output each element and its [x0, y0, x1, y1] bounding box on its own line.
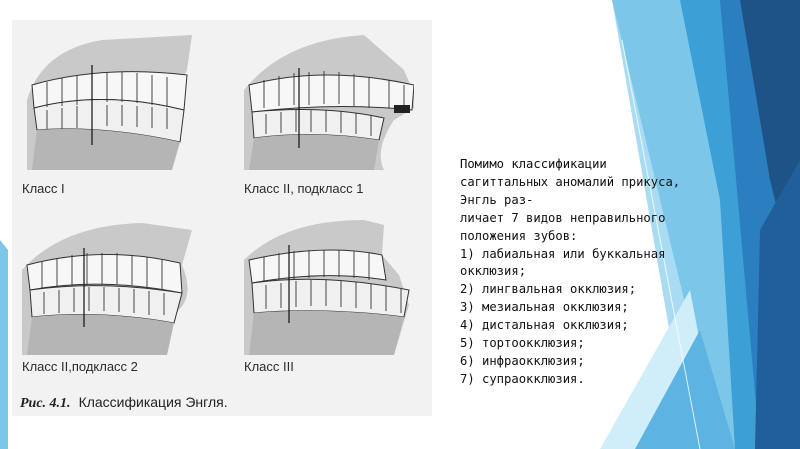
panel-class-3 — [244, 215, 414, 355]
list-item: 1) лабиальная или буккальная — [460, 246, 666, 261]
teeth-illustration-class-3 — [244, 215, 414, 355]
panel-class-2-sub-1 — [244, 30, 414, 170]
panel-class-2-sub-2 — [22, 215, 192, 355]
figure-caption — [20, 394, 228, 412]
angle-classification-figure — [12, 20, 432, 416]
classification-text — [460, 156, 750, 389]
figure-caption-title: Классификация Энгля. — [78, 394, 228, 410]
text-line: личает 7 видов неправильного — [460, 210, 666, 225]
text-line: Энгль раз- — [460, 192, 534, 207]
panel-caption-class-2-sub-1: Класс II, подкласс 1 — [244, 181, 364, 196]
list-item: 2) лингвальная окклюзия; — [460, 282, 637, 297]
text-line: положения зубов: — [460, 228, 578, 243]
panel-caption-class-3: Класс III — [244, 359, 294, 374]
text-line: Помимо классификации — [460, 157, 607, 171]
list-item: 6) инфраокклюзия; — [460, 353, 585, 368]
text-line: сагиттальных аномалий прикуса, — [460, 174, 681, 189]
list-item: 4) дистальная окклюзия; — [460, 318, 629, 333]
panel-class-1 — [22, 30, 192, 170]
list-item: 3) мезиальная окклюзия; — [460, 300, 629, 315]
list-item: 5) тортоокклюзия; — [460, 336, 585, 351]
teeth-illustration-class-1 — [22, 30, 192, 170]
list-item: окклюзия; — [460, 264, 527, 279]
list-item: 7) супраокклюзия. — [460, 371, 585, 386]
teeth-illustration-class-2-sub-2 — [22, 215, 192, 355]
panel-caption-class-1: Класс I — [22, 181, 65, 196]
panel-caption-class-2-sub-2: Класс II,подкласс 2 — [22, 359, 138, 374]
figure-caption-number: Рис. 4.1. — [20, 396, 71, 411]
teeth-illustration-class-2-sub-1 — [244, 30, 414, 170]
